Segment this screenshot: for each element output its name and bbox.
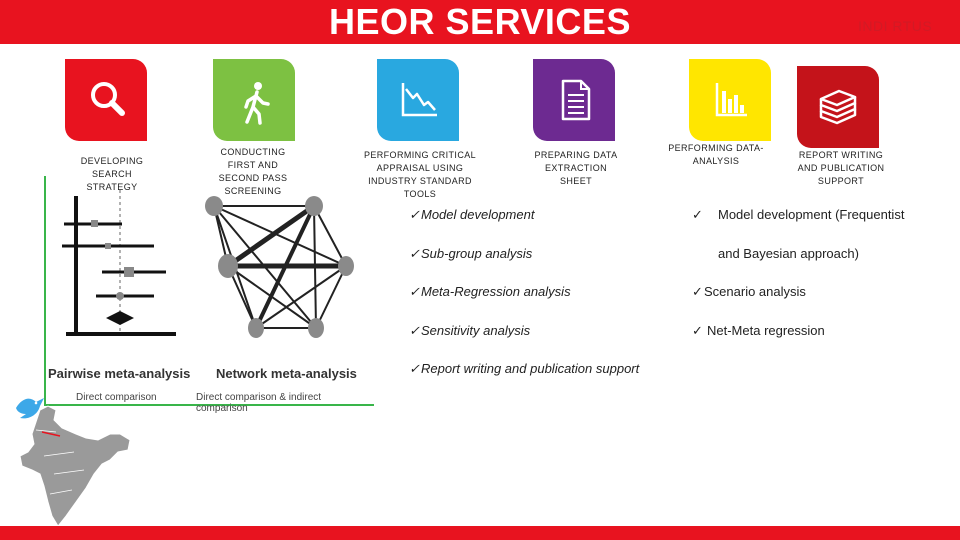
check-icon: ✓ (692, 284, 703, 299)
service-label-extraction: PREPARING DATA EXTRACTION SHEET (534, 150, 618, 186)
bird-icon (12, 392, 48, 424)
service-label-analysis: PERFORMING DATA-ANALYSIS (668, 143, 764, 166)
report-writing-tile (797, 66, 879, 148)
pairwise-subtitle: Direct comparison (76, 392, 157, 403)
service-label-search: DEVELOPING SEARCH STRATEGY (80, 156, 144, 192)
screening-tile (213, 59, 295, 141)
footer-bar (0, 526, 960, 540)
service-label-appraisal: PERFORMING CRITICAL APPRAISAL USING INDUSTRY STANDARD TOOLS (363, 150, 477, 199)
pairwise-title: Pairwise meta-analysis (48, 366, 191, 381)
bullet-net-meta-regression: ✓ Net-Meta regression (692, 323, 825, 338)
bullet-sensitivity-analysis: ✓Sensitivity analysis (409, 323, 531, 338)
bullet-subgroup-analysis: ✓Sub-group analysis (409, 246, 533, 261)
check-icon: ✓ (409, 246, 420, 261)
service-label-report: REPORT WRITING AND PUBLICATION SUPPORT (797, 150, 885, 186)
bullet-scenario-analysis: ✓Scenario analysis (692, 284, 806, 299)
page-title: HEOR SERVICES (329, 1, 631, 42)
network-title: Network meta-analysis (216, 366, 357, 381)
bullet-model-development-frequentist: ✓ Model development (Frequentist (692, 207, 905, 222)
company-logo: INDI RTUS (858, 18, 933, 34)
search-strategy-tile (65, 59, 147, 141)
check-icon: ✓ (692, 207, 703, 222)
data-extraction-tile (533, 59, 615, 141)
data-analysis-tile (689, 59, 771, 141)
check-icon: ✓ (409, 361, 420, 376)
document-icon (533, 59, 615, 141)
search-icon (65, 59, 147, 141)
bullet-model-development: ✓Model development (409, 207, 535, 222)
check-icon: ✓ (692, 323, 703, 338)
check-icon: ✓ (409, 207, 420, 222)
walking-person-icon (213, 59, 295, 141)
meta-analysis-figure (44, 176, 374, 414)
service-label-screening: CONDUCTING FIRST AND SECOND PASS SCREENING (218, 147, 288, 196)
bullet-bayesian-approach: and Bayesian approach) (718, 246, 859, 261)
bullet-meta-regression: ✓Meta-Regression analysis (409, 284, 571, 299)
bullet-report-writing: ✓Report writing and publication support (409, 361, 640, 376)
book-stack-icon (797, 66, 879, 148)
critical-appraisal-tile (377, 59, 459, 141)
check-icon: ✓ (409, 284, 420, 299)
network-subtitle: Direct comparison & indirect comparison (196, 392, 322, 414)
declining-line-chart-icon (377, 59, 459, 141)
check-icon: ✓ (409, 323, 420, 338)
bar-chart-icon (689, 59, 771, 141)
